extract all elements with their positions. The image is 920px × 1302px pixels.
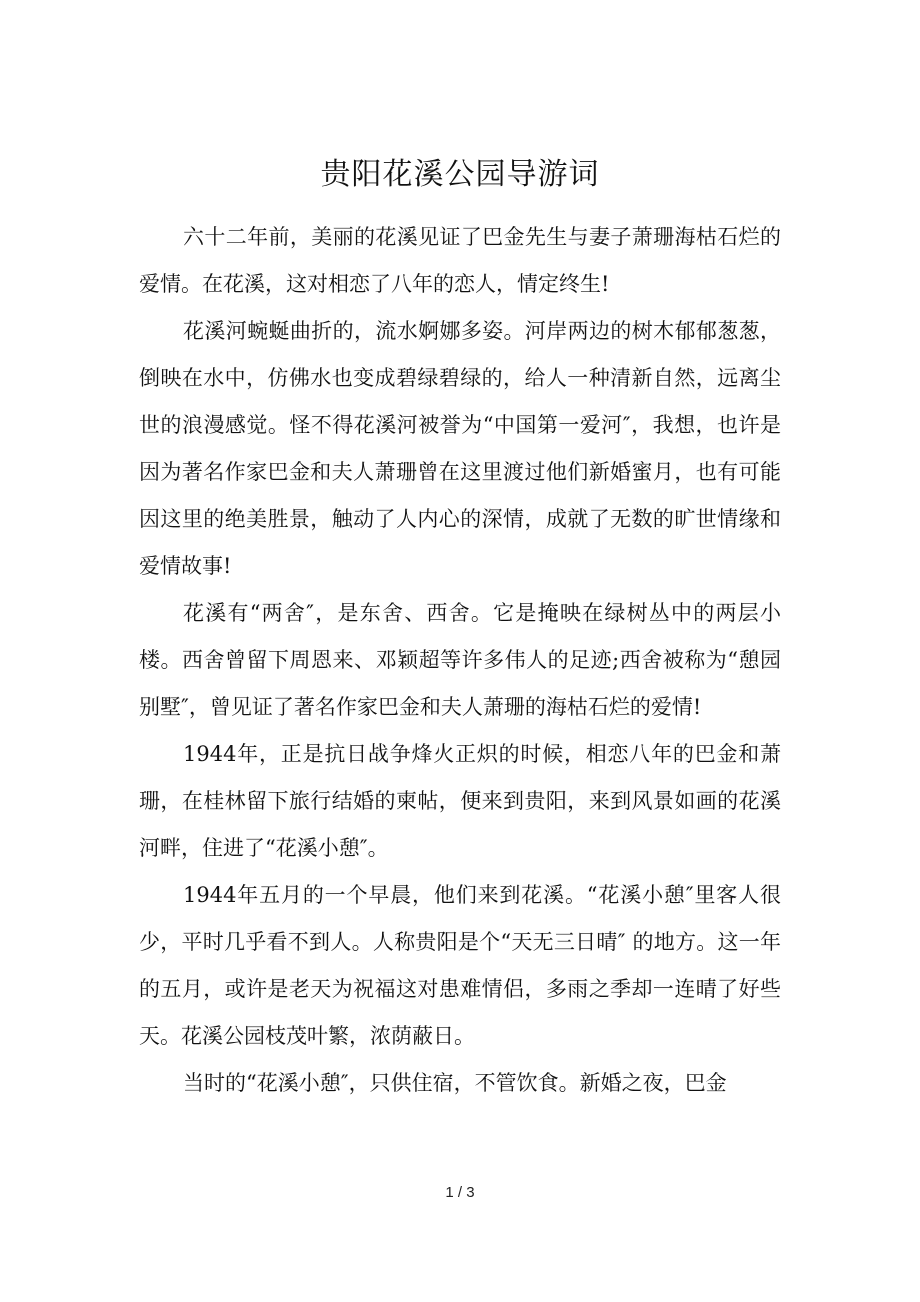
paragraph-5: 1944年五月的一个早晨，他们来到花溪。“花溪小憩″里客人很少，平时几乎看不到人。人称贵阳是个“天无三日晴″ 的地方。这一年的五月，或许是老天为祝福这对患难情侣，多雨之季却一连晴了好些天。花溪公园枝茂叶繁，浓荫蔽日。 [139,883,781,1048]
paragraph-4: 1944年，正是抗日战争烽火正炽的时候，相恋八年的巴金和萧珊，在桂林留下旅行结婚的柬帖，便来到贵阳，来到风景如画的花溪河畔，住进了“花溪小憩″。 [139,742,781,860]
paragraph-6: 当时的“花溪小憩″，只供住宿，不管饮食。新婚之夜，巴金 [183,1071,727,1095]
paragraph-3: 花溪有“两舍″，是东舍、西舍。它是掩映在绿树丛中的两层小楼。西舍曾留下周恩来、邓颖超等许多伟人的足迹;西舍被称为“憩园别墅″，曾见证了著名作家巴金和夫人萧珊的海枯石烂的爱情! [139,601,781,719]
page-title: 贵阳花溪公园导游词 [320,157,600,192]
paragraph-2: 花溪河蜿蜒曲折的，流水婀娜多姿。河岸两边的树木郁郁葱葱，倒映在水中，仿佛水也变成碧绿碧绿的，给人一种清新自然，远离尘世的浪漫感觉。怪不得花溪河被誉为“中国第一爱河″，我想，也许是因为著名作家巴金和夫人萧珊曾在这里渡过他们新婚蜜月，也有可能因这里的绝美胜景，触动了人内心的深情，成就了无数的旷世情缘和爱情故事! [139,319,781,578]
page-number: 1 / 3 [445,1184,475,1201]
paragraph-1: 六十二年前，美丽的花溪见证了巴金先生与妻子萧珊海枯石烂的爱情。在花溪，这对相恋了八年的恋人，情定终生! [139,225,781,296]
document-body [139,214,781,1107]
